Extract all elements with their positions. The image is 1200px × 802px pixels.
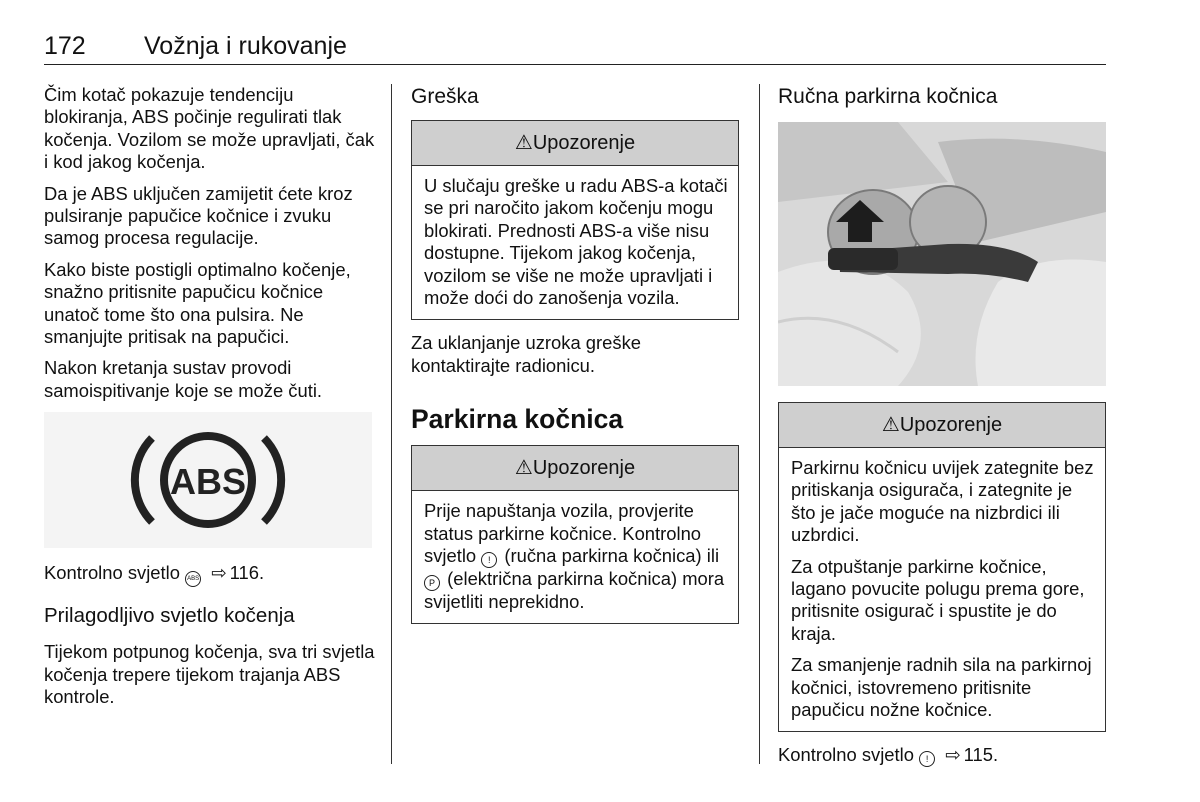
warning-title: Upozorenje [532, 457, 636, 480]
warning-triangle-icon: ⚠ [514, 132, 533, 154]
abs-symbol-text: ABS [169, 461, 247, 503]
abs-indicator-icon: ABS [185, 571, 201, 587]
page-number: 172 [44, 32, 86, 60]
abs-paragraph-4: Nakon kretanja sustav provodi samoispitivanje koje se može čuti. [44, 357, 323, 401]
adaptive-brake-light-heading: Prilagodljivo svjetlo kočenja [44, 604, 295, 628]
adaptive-brake-light-text: Tijekom potpunog kočenja, sva tri svjetla kočenja trepere tijekom trajanja ABS kontrole. [44, 641, 375, 708]
abs-paragraph-2: Da je ABS uključen zamijetit ćete kroz pulsiranje papučice kočnice i zvuku samog procesa regulacije. [44, 182, 353, 249]
column-divider-1 [391, 84, 392, 764]
section-title: Vožnja i rukovanje [144, 32, 347, 60]
column-1 [44, 84, 376, 709]
abs-symbol-panel [44, 412, 372, 548]
warning-title: Upozorenje [899, 414, 1003, 436]
indicator-label: Kontrolno svjetlo [44, 562, 180, 584]
manual-parking-brake-heading: Ručna parkirna kočnica [778, 85, 998, 108]
warning-paragraph-2: Za otpuštanje parkirne kočnice, lagano povucite polugu prema gore, pritisnite osigurač i spustite je do kraja. [791, 555, 1085, 644]
warning-header [779, 403, 1105, 448]
crossref-arrow-icon: ⇨ [945, 744, 961, 766]
warning-text [424, 500, 728, 613]
warning-triangle-icon: ⚠ [881, 414, 900, 436]
brake-indicator-icon: ! [481, 552, 497, 568]
column-3 [778, 84, 1106, 767]
warning-header [412, 446, 738, 491]
warning-title: Upozorenje [532, 132, 636, 154]
warning-body [412, 491, 738, 623]
error-heading: Greška [411, 85, 479, 108]
warning-body [412, 166, 738, 319]
crossref-arrow-icon: ⇨ [211, 562, 227, 584]
warning-text-part: (ručna parkirna kočnica) ili [504, 545, 720, 567]
parking-brake-illustration [778, 122, 1106, 386]
warning-header [412, 121, 738, 166]
abs-warning-icon [44, 412, 372, 548]
abs-paragraph-1: Čim kotač pokazuje tendenciju blokiranja, ABS počinje regulirati tlak kočenja. Vozilom se može upravljati, čak i kod jakog kočenja. [44, 84, 375, 173]
indicator-label: Kontrolno svjetlo [778, 744, 914, 766]
parking-brake-warning-box [411, 445, 739, 624]
warning-paragraph-3: Za smanjenje radnih sila na parkirnoj kočnici, istovremeno pritisnite papučicu nožne kočnice. [791, 654, 1092, 721]
abs-error-warning-box [411, 120, 739, 320]
warning-triangle-icon: ⚠ [514, 457, 533, 480]
abs-paragraph-3: Kako biste postigli optimalno kočenje, snažno pritisnite papučicu kočnice unatoč tome što ona pulsira. Ne smanjujte pritisak na papučici. [44, 258, 351, 348]
warning-paragraph-1: Parkirnu kočnicu uvijek zategnite bez pritiskanja osigurača, i zategnite je što je jače moguće na nizbrdici ili uzbrdici. [791, 457, 1094, 546]
manual-parking-warning-box [778, 402, 1106, 732]
page-reference[interactable]: 115. [963, 744, 999, 766]
warning-text-part: Prije napuštanja vozila, provjerite status parkirne kočnice. Kontrolno svjetlo [424, 500, 702, 567]
page-header [44, 32, 1106, 65]
abs-indicator-line [44, 562, 376, 587]
parking-p-icon: P [424, 575, 440, 591]
parking-brake-heading: Parkirna kočnica [411, 404, 624, 435]
warning-text-part: (električna parkirna kočnica) mora svijetliti neprekidno. [424, 568, 725, 613]
column-2 [411, 84, 739, 624]
brake-indicator-line [778, 744, 1106, 767]
brake-indicator-icon: ! [919, 751, 935, 767]
warning-text: U slučaju greške u radu ABS-a kotači se pri naročito jakom kočenju mogu blokirati. Prednosti ABS-a više nisu dostupne. Tijekom jakog kočenja, vozilom se više ne može upravljati i može doći do zanošenja vozila. [424, 175, 728, 309]
contact-workshop-text: Za uklanjanje uzroka greške kontaktirajte radionicu. [411, 332, 642, 376]
warning-body [779, 448, 1105, 731]
parking-brake-photo [778, 122, 1106, 386]
column-divider-2 [759, 84, 760, 764]
page-reference[interactable]: 116. [229, 562, 265, 584]
